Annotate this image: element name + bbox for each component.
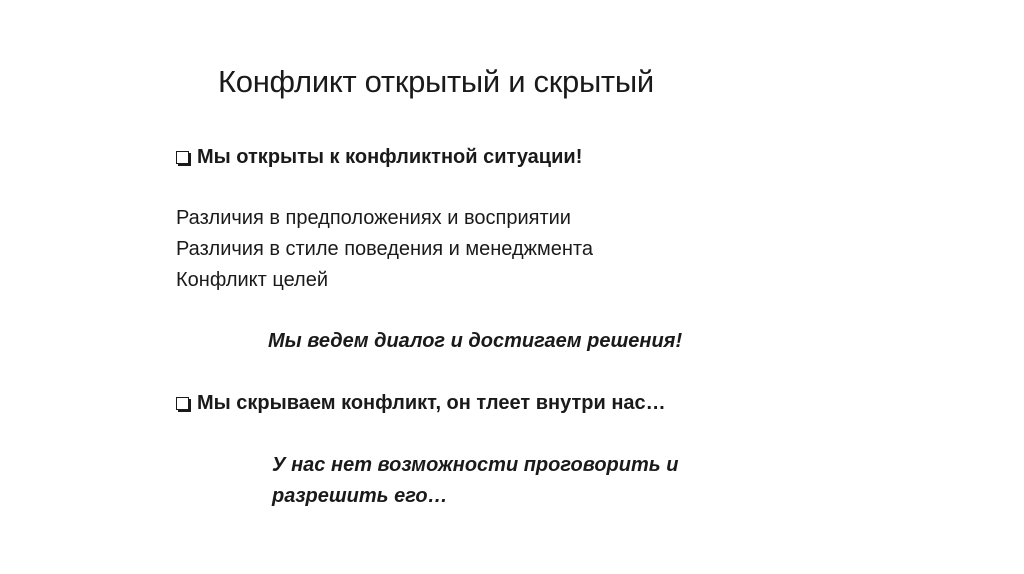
bullet-hidden-conflict [176,392,666,415]
hidden-conflict-outcome-line2: разрешить его… [272,485,448,507]
checkbox-icon [176,397,189,410]
bullet-open-conflict [176,146,582,169]
hidden-conflict-outcome-line1: У нас нет возможности проговорить и [272,454,679,476]
open-conflict-outcome: Мы ведем диалог и достигаем решения! [268,330,683,352]
reason-item: Различия в стиле поведения и менеджмента [176,238,593,260]
slide-title: Конфликт открытый и скрытый [218,64,654,99]
open-conflict-heading: Мы открыты к конфликтной ситуации! [197,146,583,168]
hidden-conflict-heading: Мы скрываем конфликт, он тлеет внутри нас… [197,392,666,414]
reason-item: Конфликт целей [176,269,329,291]
reason-item: Различия в предположениях и восприятии [176,207,571,229]
checkbox-icon [176,151,189,164]
